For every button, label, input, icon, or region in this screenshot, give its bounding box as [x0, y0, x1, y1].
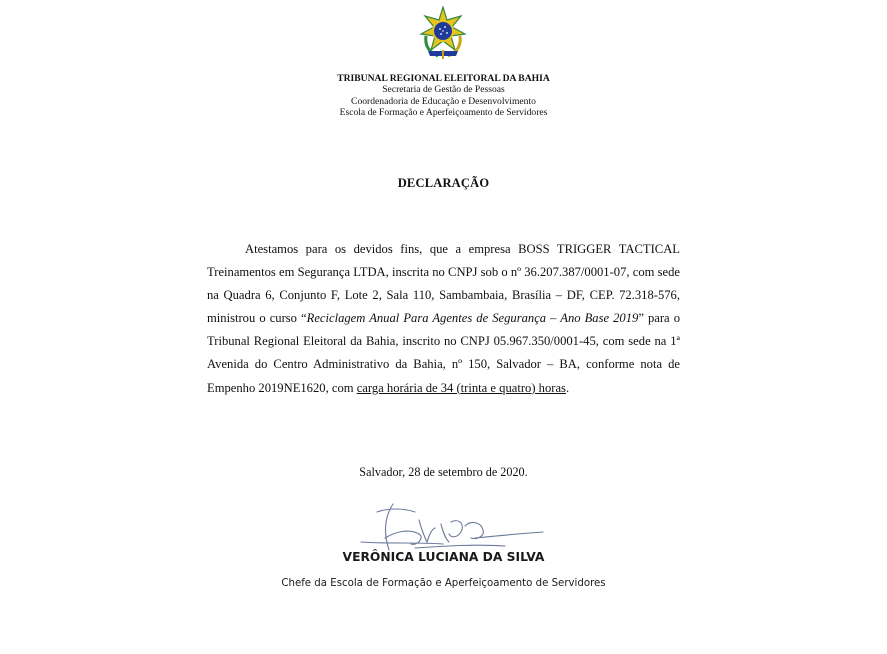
signatory-role: Chefe da Escola de Formação e Aperfeiçoamento de Servidores — [281, 578, 606, 589]
body-text-part1: Atestamos para os devidos fins, que a empresa BOSS TRIGGER TACTICAL Treinamentos em Segurança LTDA, inscrita no CNPJ sob o nº 36.207.387/0001-07, com sede na Quadra 6, Conjunto F, Lote 2, Sala 110, Sambambaia, Brasília – DF, CEP. 72.318-576, ministrou o curso “ — [207, 242, 680, 326]
header-line-coordination: Coordenadoria de Educação e Desenvolvimento — [351, 95, 536, 107]
header-line-department: Secretaria de Gestão de Pessoas — [382, 84, 505, 96]
document-title: DECLARAÇÃO — [397, 176, 490, 190]
handwritten-signature — [355, 498, 550, 556]
declaration-body — [207, 238, 680, 400]
brazil-coat-of-arms-icon — [418, 6, 468, 60]
signatory-name: VERÔNICA LUCIANA DA SILVA — [342, 550, 545, 564]
course-hours: carga horária de 34 (trinta e quatro) horas — [356, 380, 566, 395]
institution-name: TRIBUNAL REGIONAL ELEITORAL DA BAHIA — [337, 73, 550, 84]
course-name: Reciclagem Anual Para Agentes de Segurança – Ano Base 2019 — [306, 311, 639, 326]
header-line-school: Escola de Formação e Aperfeiçoamento de Servidores — [339, 107, 548, 119]
body-text-end: . — [565, 380, 570, 395]
body-text-part2: ” para o Tribunal Regional Eleitoral da Bahia, inscrito no CNPJ 05.967.350/0001-45, com sede na 1ª Avenida do Centro Administrativo da Bahia, nº 150, Salvador – BA, conforme nota de Empenho 2019NE1620, com — [207, 311, 680, 395]
institution-header — [0, 73, 887, 119]
document-date: Salvador, 28 de setembro de 2020. — [359, 465, 528, 479]
